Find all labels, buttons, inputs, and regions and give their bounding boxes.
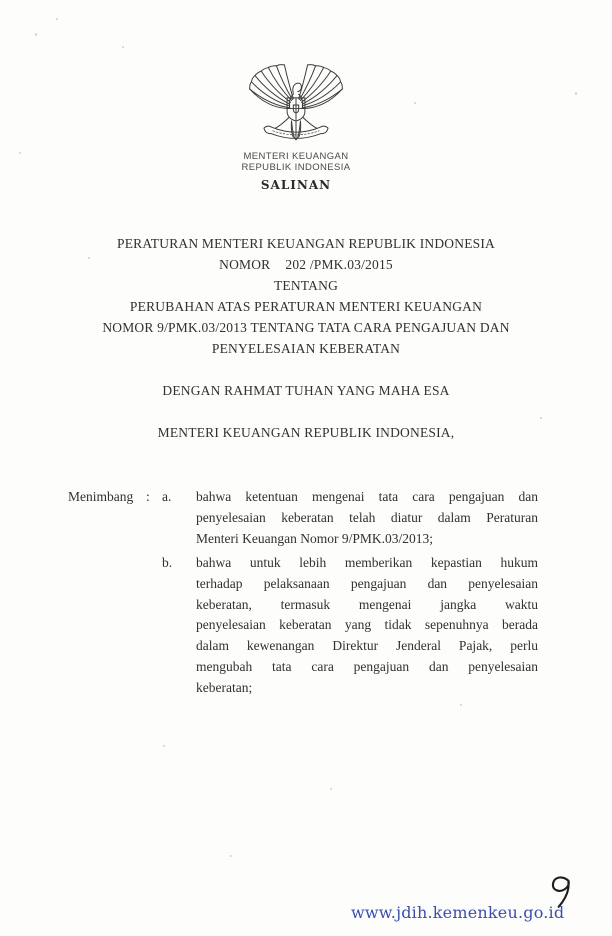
head [293,83,302,93]
regulation-title [0,234,612,359]
text-line: bahwa ketentuan mengenai tata cara pengajuan dan [196,489,538,504]
letterhead [0,64,612,194]
invocation-line: DENGAN RAHMAT TUHAN YANG MAHA ESA [162,383,450,398]
text-line: penyelesaian keberatan telah diatur dalam Peraturan [196,509,538,525]
item-text [196,553,538,699]
text-line: Menteri Keuangan Nomor 9/PMK.03/2013; [196,530,433,546]
item-text [196,487,538,550]
text-line: mengubah tata cara pengajuan dan penyelesaian [196,659,538,675]
considering-items [162,487,538,699]
subject-line: PERUBAHAN ATAS PERATURAN MENTERI KEUANGAN [129,298,483,314]
subject-line: PENYELESAIAN KEBERATAN [211,340,401,356]
item-marker: a. [162,489,172,504]
nomor-line [0,255,612,276]
ministry-line-2: REPUBLIK INDONESIA [241,162,351,173]
jdih-kemenkeu-link[interactable]: www.jdih.kemenkeu.go.id [351,903,565,922]
issuer-line: MENTERI KEUANGAN REPUBLIK INDONESIA, [157,425,455,440]
scan-speck [540,417,542,419]
considering-colon: : [146,489,150,504]
scan-speck [330,788,332,790]
tail [291,121,300,140]
title-line: PERATURAN MENTERI KEUANGAN REPUBLIK INDONESIA [117,236,495,251]
scan-speck [163,745,165,747]
text-line: keberatan, termasuk mengenai jangka waktu [196,596,538,612]
item-marker: b. [162,554,173,570]
text-line: keberatan; [196,680,253,696]
nomor-label: NOMOR [219,256,271,272]
considering-item-b [162,553,538,699]
text-line: penyelesaian keberatan yang tidak sepenuhnya berada [196,617,538,633]
copy-label: SALINAN [260,178,332,192]
text-line: bahwa untuk lebih memberikan kepastian hukum [196,554,538,570]
nomor-value: 202 /PMK.03/2015 [285,256,393,272]
scan-speck [122,46,124,48]
scan-speck [35,33,37,36]
ministry-line-1: MENTERI KEUANGAN [243,151,349,162]
scan-speck [230,855,232,857]
considering-label: Menimbang [68,489,134,504]
text-line: dalam kewenangan Direktur Jenderal Pajak, perlu [196,638,538,654]
tentang-label: TENTANG [273,277,339,293]
considering-item-a [162,487,538,550]
subject-line: NOMOR 9/PMK.03/2013 TENTANG TATA CARA PENGAJUAN DAN [102,319,510,335]
scan-speck [56,18,58,20]
text-line: terhadap pelaksanaan pengajuan dan penyelesaian [196,575,538,591]
garuda-pancasila-emblem [242,64,350,146]
ministry-name [241,151,350,173]
scan-speck [460,704,462,706]
